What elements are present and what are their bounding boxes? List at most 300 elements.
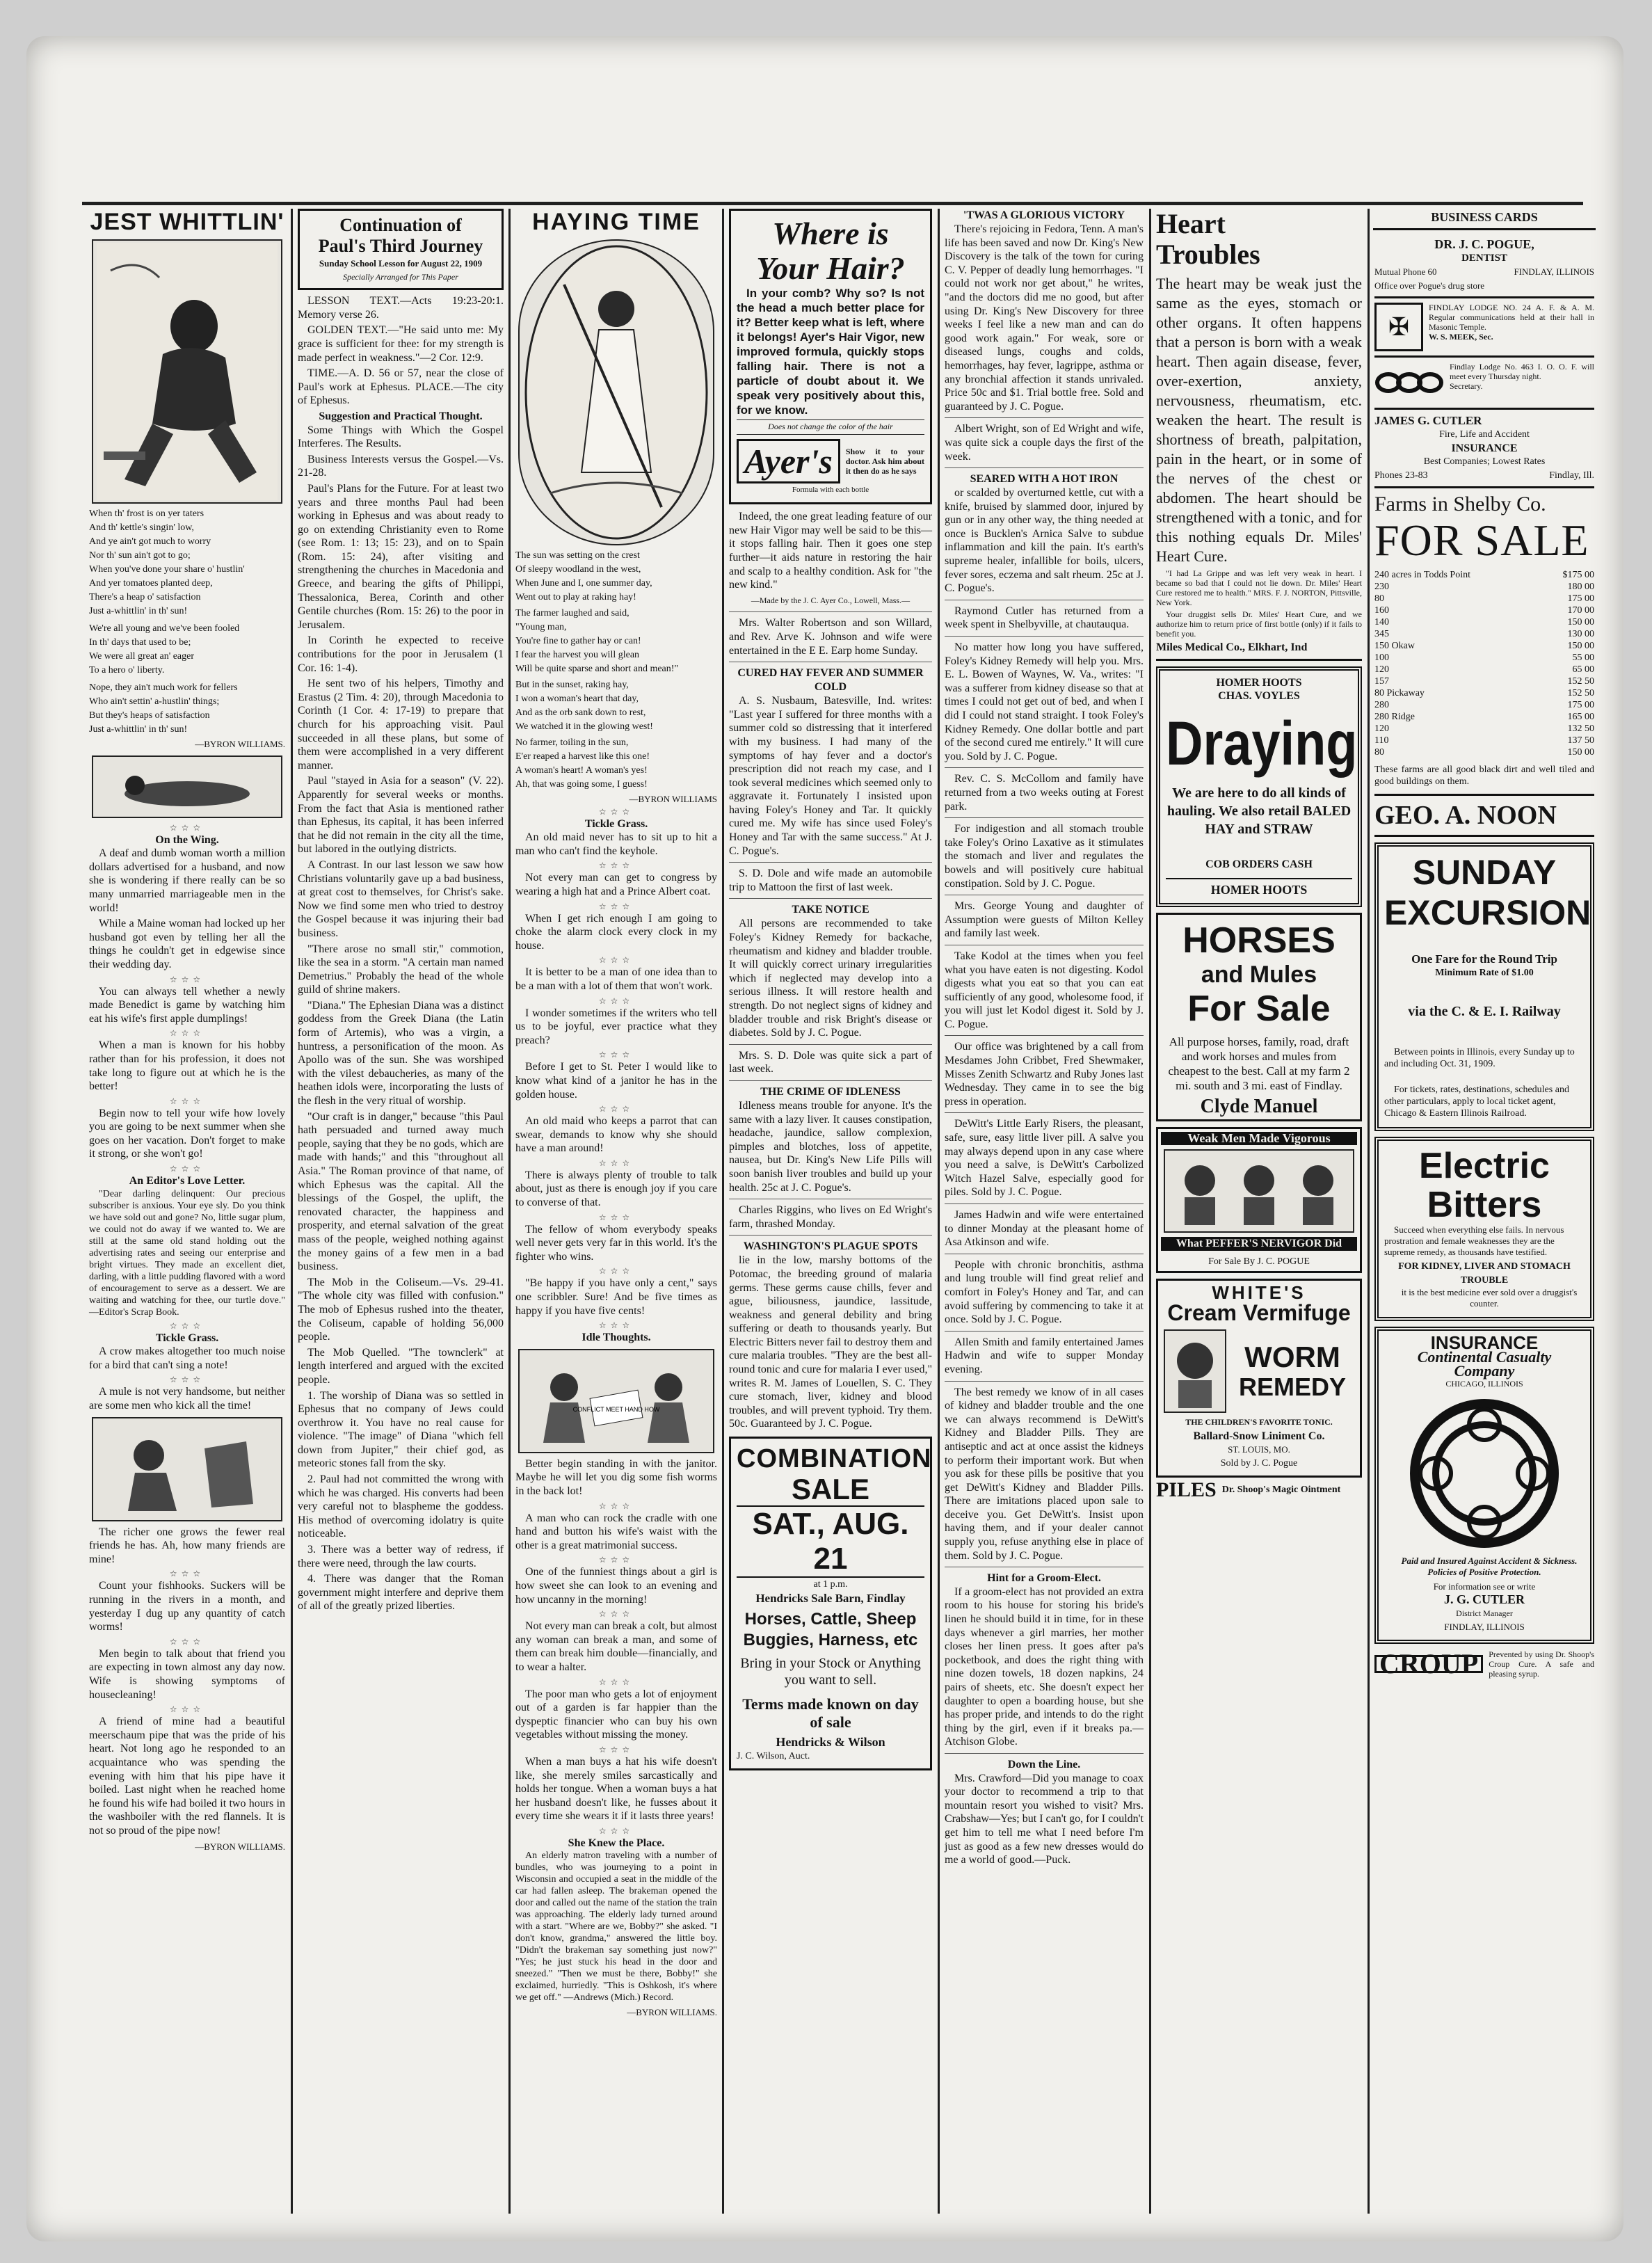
- insurance-line3: Best Companies; Lowest Rates: [1423, 456, 1546, 467]
- electric-title: Electric: [1419, 1146, 1550, 1187]
- piles-body: Dr. Shoop's Magic Ointment: [1221, 1485, 1341, 1496]
- farm-price: $175 00: [1562, 570, 1594, 581]
- poem-line: Of sleepy woodland in the west,: [515, 564, 641, 575]
- ayers-maker: —Made by the J. C. Ayer Co., Lowell, Mass.—: [751, 595, 911, 605]
- paragraph: Better begin standing in with the janitor. Maybe he will let you dig some fish worms in the back lot!: [515, 1457, 717, 1497]
- column-haying-time: [513, 209, 720, 2225]
- divider: [945, 417, 1144, 418]
- local-item: Allen Smith and family entertained James Hadwin and wife to supper Monday evening.: [945, 1336, 1144, 1375]
- farm-price: 150 00: [1567, 641, 1594, 652]
- poem-line: I won a woman's heart that day,: [515, 694, 639, 704]
- chas-voyles: CHAS. VOYLES: [1218, 690, 1300, 703]
- dentist-office: Office over Pogue's drug store: [1374, 280, 1485, 291]
- odd-fellows-secretary: Secretary.: [1450, 381, 1483, 392]
- paragraph: "Our craft is in danger," because "this Paul hath persuaded and turned away much people, saying that they be no gods, which are made with hands;" and this "throughout all Asia." The Roman province of that name, of which Ephesus was the capital. All the blessings of the Gospel, the uplift, the renovated character, the happiness and prosperity, and eternal salvation of the great mass of the people, weighed nothing against the money gains of a few men in a bad business.: [298, 1110, 504, 1273]
- farm-price: 65 00: [1572, 664, 1594, 675]
- insurance-town: FINDLAY, ILLINOIS: [1444, 1622, 1525, 1633]
- paragraph: You can always tell whether a newly made Benedict is game by watching him eat his wife's first apple dumplings!: [89, 985, 285, 1025]
- haying-time-title: HAYING TIME: [532, 209, 700, 235]
- jest-whittlin-title: JEST WHITTLIN': [90, 209, 284, 235]
- farm-row: [1374, 616, 1594, 628]
- paragraph: Some Things with Which the Gospel Interferes. The Results.: [298, 424, 504, 450]
- divider: [729, 862, 932, 863]
- poem-line: And as the orb sank down to rest,: [515, 707, 646, 718]
- column-sunday-school-lesson: [295, 209, 506, 2225]
- plague-spots-heading: WASHINGTON'S PLAGUE SPOTS: [743, 1240, 918, 1253]
- poem-signature: —BYRON WILLIAMS.: [195, 739, 285, 749]
- farm-row: [1374, 699, 1594, 711]
- insurance-contact: [1374, 469, 1594, 483]
- whites-title: WHITE'S: [1212, 1282, 1306, 1304]
- farm-acres: 120: [1374, 723, 1389, 735]
- paragraph: 3. There was a better way of redress, if there were need, through the law courts.: [298, 1544, 504, 1569]
- child-portrait: [1164, 1329, 1226, 1413]
- dentist-town: FINDLAY, ILLINOIS: [1514, 266, 1594, 278]
- poem-line: When June and I, one summer day,: [515, 578, 652, 589]
- take-notice-heading: TAKE NOTICE: [792, 904, 869, 916]
- column-jest-whittlin: [86, 209, 288, 2225]
- haying-poem: [515, 550, 717, 790]
- whittler-illustration: [92, 239, 282, 504]
- sale-bring: Bring in your Stock or Anything you want to sell.: [740, 1656, 921, 1688]
- paragraph: A. S. Nusbaum, Batesville, Ind. writes: "Last year I suffered for three months with a summer cold so distressing that it interfered with my business. I had many of the symptoms of hay fever and a doctor's prescription did not reach my case, and I took several medicines which seemed only to aggravate it. Fortunately I insisted upon having Foley's Honey and Tar. It quickly cured me. My wife has since used Foley's Honey and Tar with the same success." At J. C. Pogue's.: [729, 695, 932, 857]
- farms-title: Farms in Shelby Co.: [1374, 493, 1546, 516]
- glorious-victory-heading: 'TWAS A GLORIOUS VICTORY: [963, 209, 1125, 221]
- worm-city: ST. LOUIS, MO.: [1228, 1444, 1290, 1455]
- poem-signature: —BYRON WILLIAMS: [629, 794, 717, 804]
- paragraph: Begin now to tell your wife how lovely you are going to be next summer when she goes on her vacation. Don't forget to make it strong, or she won't go!: [89, 1107, 285, 1160]
- section-stars: ☆☆☆: [598, 1744, 634, 1754]
- divider: [945, 1035, 1144, 1036]
- farm-row: [1374, 652, 1594, 664]
- insurance-info: For information see or write: [1433, 1581, 1536, 1592]
- poem-line: Nope, they ain't much work for fellers: [89, 682, 238, 693]
- column-ads-center: [1153, 209, 1365, 2225]
- poem-line: There's a heap o' satisfaction: [89, 592, 201, 602]
- divider: [729, 1080, 932, 1081]
- paragraph: A Contrast. In our last lesson we saw how Christians voluntarily gave up a bad business, at great cost to themselves, for Christ's sake. Now we find some men who tried to destroy the Gospel because it was injuring their bad business.: [298, 858, 504, 939]
- farms-for-sale-ad: [1374, 488, 1594, 796]
- paragraph: An elderly matron traveling with a number of bundles, who was journeying to a point in Wisconsin and occupied a seat in the middle of the car had fallen asleep. The brakeman opened the door and called out the name of the station the train was approaching. The elderly lady turned around with a start. "Where are we, Bobby?" she asked. "I don't know, grandma," answered the little boy. "Didn't the brakeman say something just now?" "Yes; he just stuck his head in the door and sneezed." "Then we must be there, Bobby!" she exclaimed, hurriedly. "This is Oshkosh, it's where we get off." —Andrews (Mich.) Record.: [515, 1850, 717, 2004]
- local-item: Our office was brightened by a call from Mesdames John Cribbet, Fred Shewmaker, Misses Zenith Schwartz and Ruby Jones last Wednesday. They came in to see the big press in operation.: [945, 1041, 1144, 1107]
- reclining-figure-illustration: [92, 755, 282, 818]
- insurance-line2: INSURANCE: [1451, 442, 1518, 454]
- paragraph: Paul's Plans for the Future. For at least two years and three months Paul had been working in Ephesus and was about ready to go on extending Christianity even to Rome (see Rom. 1: 13; 15: 23), and on to Spain (Rom. 15: 24), after visiting and strengthening the churches in Macedonia and Greece, and bearing the gifts of Philippi, Thessalonica, Berea, Corinth and other Gentile churches (Rom. 15: 26) to the poor in Jerusalem.: [298, 482, 504, 631]
- combination-sale-ad: [729, 1437, 932, 1770]
- farm-acres: 160: [1374, 605, 1389, 616]
- remedy-title: REMEDY: [1238, 1372, 1347, 1401]
- paragraph: A man who can rock the cradle with one hand and button his wife's waist with the other is a great matrimonial success.: [515, 1512, 717, 1551]
- paragraph: 4. There was danger that the Roman government might interfere and deprive them of all of the greatly prized liberties.: [298, 1573, 504, 1613]
- local-item: Rev. C. S. McCollom and family have returned from a two weeks outing at Forest park.: [945, 773, 1144, 813]
- paragraph: I wonder sometimes if the writers who tell us to be joyful, ever practice what they preach?: [515, 1007, 717, 1046]
- farm-row: [1374, 628, 1594, 640]
- horses-body: All purpose horses, family, road, draft and work horses and mules from cheapest to the best. Call at my farm 2 mi. south and 3 mi. east of Findlay.: [1168, 1034, 1350, 1092]
- divider: [945, 636, 1144, 637]
- piles-title: PILES: [1156, 1478, 1217, 1502]
- insurance-phones: Phones 23-83: [1374, 470, 1428, 481]
- poem-line: The sun was setting on the crest: [515, 550, 640, 561]
- section-stars: ☆☆☆: [598, 1158, 634, 1168]
- local-item: Charles Riggins, who lives on Ed Wright's farm, thrashed Monday.: [729, 1204, 932, 1230]
- heart-testimonial: "I had La Grippe and was left very weak in heart. I became so bad that I could not lie down. Dr. Miles' Heart Cure restored me to health." MRS. F. J. NORTON, Pittsville, New York.: [1156, 568, 1362, 607]
- your-hair-heading: Your Hair?: [756, 250, 905, 286]
- business-cards-header-rule: [1373, 228, 1596, 230]
- local-item: Raymond Cutler has returned from a week spent in Shelbyville, at chautauqua.: [945, 605, 1144, 631]
- poem-line: When th' frost is on yer taters: [89, 509, 205, 519]
- dentist-contact: [1374, 265, 1594, 279]
- suggestion-heading: Suggestion and Practical Thought.: [319, 410, 483, 422]
- insurance-city: CHICAGO, ILLINOIS: [1445, 1379, 1523, 1389]
- divider: [945, 1112, 1144, 1113]
- heart-trouble-ad: [1156, 209, 1362, 661]
- farm-price: 152 50: [1567, 676, 1594, 687]
- local-item: Mrs. S. D. Dole was quite sick a part of last week.: [729, 1049, 932, 1075]
- cutler-name: JAMES G. CUTLER: [1374, 414, 1482, 428]
- excursion-dates: Between points in Illinois, every Sunday up to and including Oct. 31, 1909.: [1384, 1047, 1575, 1070]
- poem-line: And th' kettle's singin' low,: [89, 522, 194, 533]
- worm-maker: Ballard-Snow Liniment Co.: [1193, 1430, 1325, 1442]
- insurance-heading: INSURANCE: [1430, 1332, 1539, 1354]
- lesson-kicker-2: Specially Arranged for This Paper: [343, 271, 458, 282]
- section-stars: ☆☆☆: [598, 955, 634, 966]
- sale-title: SALE: [791, 1473, 869, 1506]
- groom-elect-heading: Hint for a Groom-Elect.: [987, 1572, 1101, 1585]
- insurance-agent: J. G. CUTLER: [1443, 1592, 1525, 1607]
- section-stars: ☆☆☆: [598, 1825, 634, 1836]
- dr-pogue: DR. J. C. POGUE,: [1434, 238, 1534, 251]
- section-stars: ☆☆☆: [169, 1320, 205, 1331]
- farm-row: [1374, 723, 1594, 735]
- masonic-lodge-card: [1374, 298, 1594, 358]
- divider: [729, 611, 932, 612]
- column-rule: [722, 209, 724, 2214]
- farm-acres: 280 Ridge: [1374, 712, 1415, 723]
- poem-line: I fear the harvest you will glean: [515, 650, 640, 660]
- cutler-insurance-card: [1374, 410, 1594, 488]
- farm-row: [1374, 664, 1594, 675]
- divider: [729, 1235, 932, 1236]
- farm-price: 150 00: [1567, 617, 1594, 628]
- clyde-manuel: Clyde Manuel: [1200, 1095, 1318, 1117]
- paragraph: Before I get to St. Peter I would like to know what kind of a janitor he has in the golden house.: [515, 1061, 717, 1101]
- column-ayers-and-news: [726, 209, 935, 2225]
- local-item: James Hadwin and wife were entertained to dinner Monday at the pleasant home of Asa Atkinson and wife.: [945, 1209, 1144, 1249]
- column-local-news: [942, 209, 1146, 2225]
- farm-price: 152 50: [1567, 688, 1594, 699]
- paragraph: "There arose no small stir," commotion, like the sea in a storm. "A certain man named Demetrius." Probably the head of the whole guild of shrine makers.: [298, 943, 504, 996]
- paragraph: While a Maine woman had locked up her husband got even by telling her all the things he couldn't get in edgewise since their wedding day.: [89, 918, 285, 970]
- cream-vermifuge-title: Cream Vermifuge: [1167, 1300, 1351, 1325]
- lesson-title-line1: Continuation of: [339, 215, 462, 235]
- idle-thoughts-cartoon: [518, 1349, 714, 1453]
- weak-men-title: Weak Men Made Vigorous: [1161, 1132, 1357, 1146]
- worm-title: WORM: [1244, 1340, 1340, 1373]
- odd-fellows-text: Findlay Lodge No. 463 I. O. O. F. will meet every Thursday night.: [1450, 362, 1594, 382]
- paragraph: Men begin to talk about that friend you are expecting in town almost any day now. Wife is showing symptoms of housecleaning!: [89, 1647, 285, 1701]
- poem-line: We watched it in the glowing west!: [515, 721, 653, 732]
- fare-line: One Fare for the Round Trip: [1411, 952, 1557, 966]
- lesson-kicker: Sunday School Lesson for August 22, 1909: [319, 258, 483, 269]
- farm-price: 175 00: [1567, 593, 1594, 605]
- paragraph: "Diana." The Ephesian Diana was a distinct goddess from the Greek Diana (the Latin form of Artemis), who was a virgin, a huntress, a personification of the moon. As Apollo was of the sun. She was worshiped with the vilest debaucheries, as many of the heathen idols were, incorporating the lusts of the flesh in the very ritual of worship.: [298, 999, 504, 1107]
- combination-title: COMBINATION: [737, 1444, 932, 1474]
- editors-love-letter-heading: An Editor's Love Letter.: [129, 1175, 246, 1188]
- heart-body: The heart may be weak just the same as the eyes, stomach or other organs. It often happens that a person is born with a weak heart. Then again disease, fever, over-exertion, anxiety, nervousness, rheumatism, etc. weaken the heart. The result is shortness of breath, palpitation, pain in the heart, or in some of the nerves of the chest or abdomen. The heart should be strengthened with a tonic, and for this nothing equals Dr. Miles' Heart Cure.: [1156, 275, 1362, 565]
- farm-acres: 80: [1374, 593, 1384, 605]
- section-stars: ☆☆☆: [169, 822, 205, 833]
- paragraph: Mrs. Crawford—Did you manage to coax your doctor to recommend a trip to that mountain resort you wished to visit? Mrs. Crabshaw—Yes; but I can't go, for I couldn't get him to tell me what I need before I'm just as good as a few new dresses would do me a world of good.—Puck.: [945, 1772, 1144, 1866]
- column-signature: —BYRON WILLIAMS.: [195, 1841, 285, 1852]
- section-stars: ☆☆☆: [169, 974, 205, 984]
- poem-line: Ah, that was going some, I guess!: [515, 779, 648, 790]
- paragraph: Idleness means trouble for anyone. It's the same with a lazy liver. It causes constipation, headache, jaundice, sallow complexion, pimples and blotches, loss of appetite, nausea, but Dr. King's New Life Pills will soon banish liver troubles and build up your health. 25c at J. C. Pogue's.: [729, 1099, 932, 1194]
- column-rule: [1149, 209, 1151, 2214]
- local-item: S. D. Dole and wife made an automobile trip to Mattoon the first of last week.: [729, 867, 932, 893]
- paragraph: The best remedy we know of in all cases of kidney and bladder trouble and the one we can always recommend is DeWitt's Kidney and Bladder Pills. They are antiseptic and act at once assist the kidneys to perform their important work. But when you ask for these pills be positive that you get DeWitt's Kidney and Bladder Pills. There are imitations placed upon sale to deceive you. Get DeWitt's. Insist upon having them, and if your dealer cannot supply you, refuse anything else in place of them. Sold by J. C. Pogue.: [945, 1386, 1144, 1562]
- tickle-grass-heading: Tickle Grass.: [155, 1332, 219, 1344]
- casualty-company: Company: [1454, 1361, 1515, 1380]
- poem-line: And ye ain't got much to worry: [89, 536, 211, 547]
- sale-time: at 1 p.m.: [813, 1579, 848, 1590]
- section-stars: ☆☆☆: [598, 861, 634, 871]
- ayers-side-text: Show it to your doctor. Ask him about it then do as he says: [845, 446, 924, 476]
- homer-hoots-top: HOMER HOOTS: [1216, 676, 1302, 689]
- paragraph: It is better to be a man of one idea than to be a man with a lot of them that won't work.: [515, 966, 717, 992]
- insurance-line1: Fire, Life and Accident: [1439, 429, 1530, 440]
- poem-line: And yer tomatoes planted deep,: [89, 578, 213, 589]
- top-rule: [82, 202, 1583, 205]
- paragraph: Not every man can get to congress by wearing a high hat and a Prince Albert coat.: [515, 872, 717, 897]
- excursion-title: EXCURSION: [1384, 893, 1591, 933]
- farm-row: [1374, 640, 1594, 652]
- section-stars: ☆☆☆: [598, 1050, 634, 1060]
- farm-acres: 100: [1374, 653, 1389, 664]
- before-after-portraits: [1164, 1149, 1354, 1233]
- paragraph: There is always plenty of trouble to talk about, just as there is enough joy if you care to converse of that.: [515, 1169, 717, 1209]
- sale-place: Hendricks Sale Barn, Findlay: [755, 1591, 906, 1605]
- section-stars: ☆☆☆: [598, 1266, 634, 1277]
- section-stars: ☆☆☆: [169, 1636, 205, 1647]
- poem-line: To a hero o' liberty.: [89, 665, 165, 675]
- column-rule: [508, 209, 511, 2214]
- poem-line: When you've done your share o' hustlin': [89, 564, 245, 575]
- poem-line: "Young man,: [515, 622, 567, 632]
- paragraph: An old maid never has to sit up to hit a man who can't find the keyhole.: [515, 831, 717, 857]
- poem-line: But they's heaps of satisfaction: [89, 710, 210, 721]
- continental-casualty-ad: [1374, 1327, 1594, 1644]
- cartoon-sign-text: CONFLICT MEET HAND HOW: [572, 1405, 660, 1413]
- crime-of-idleness-heading: THE CRIME OF IDLENESS: [760, 1085, 901, 1098]
- homer-hoots-bottom: HOMER HOOTS: [1166, 878, 1352, 897]
- sunday-title: SUNDAY: [1412, 853, 1557, 893]
- seated-man-illustration: [92, 1417, 282, 1521]
- poem-line: A woman's heart! A woman's yes!: [515, 765, 648, 776]
- poem-line: We were all great an' eager: [89, 651, 195, 662]
- divider: [945, 1753, 1144, 1754]
- farm-price: 130 00: [1567, 629, 1594, 640]
- paragraph: Paul "stayed in Asia for a season" (V. 22). Apparently for several weeks or months. From the fact that Asia is mentioned rather than Ephesus, its capital, it has been inferred that he did not remain in the city all the time, but labored in the outlying districts.: [298, 775, 504, 856]
- divider: [945, 1381, 1144, 1382]
- geo-noon: GEO. A. NOON: [1374, 796, 1594, 837]
- sale-date: SAT., AUG. 21: [737, 1505, 924, 1578]
- for-sale-title: For Sale: [1187, 988, 1331, 1029]
- farm-row: [1374, 735, 1594, 746]
- paragraph: A crow makes altogether too much noise for a bird that can't sing a note!: [89, 1345, 285, 1371]
- section-stars: ☆☆☆: [598, 1677, 634, 1687]
- ayers-body: Indeed, the one great leading feature of our new Hair Vigor may well be said to be this—it stops falling hair. Then it goes one step further—it aids nature in restoring the hair and scalp to a healthy condition. Ask for "the new kind.": [729, 511, 932, 591]
- paragraph: A mule is not very handsome, but neither are some men who kick all the time!: [89, 1386, 285, 1412]
- farm-price: 137 50: [1567, 735, 1594, 746]
- dentist-phone: Mutual Phone 60: [1374, 266, 1437, 278]
- minimum-rate: Minimum Rate of $1.00: [1435, 967, 1534, 978]
- section-stars: ☆☆☆: [598, 1555, 634, 1565]
- ayers-fine-print: Formula with each bottle: [792, 485, 869, 494]
- poem-line: No farmer, toiling in the sun,: [515, 737, 629, 748]
- paragraph: 1. The worship of Diana was so settled in Ephesus that no company of Jews could overthrow it. You have no real cause for violence. "The image" of Diana "which fell down from Jupiter," their chief god, as meteoric stones fall from the sky.: [298, 1389, 504, 1470]
- column-business-cards: [1372, 238, 1597, 2225]
- farm-row: [1374, 569, 1594, 581]
- for-sale-by-pogue: For Sale By J. C. POGUE: [1208, 1256, 1310, 1267]
- divider: [945, 1331, 1144, 1332]
- farm-price: 165 00: [1567, 712, 1594, 723]
- troubles-title: Troubles: [1156, 239, 1260, 270]
- time-place: TIME.—A. D. 56 or 57, near the close of Paul's work at Ephesus. PLACE.—The city of Ephesus.: [298, 367, 504, 407]
- farm-row: [1374, 605, 1594, 616]
- farm-acres: 230: [1374, 582, 1389, 593]
- section-stars: ☆☆☆: [598, 1320, 634, 1331]
- local-item: Mrs. Walter Robertson and son Willard, and Rev. Arve K. Johnson and wife were entertained in the E E. Earp home Sunday.: [729, 617, 932, 657]
- paragraph: All persons are recommended to take Foley's Kidney Remedy for backache, rheumatism and kidney and bladder trouble. It will quickly correct urinary irregularities which if neglected may develop into a serious illness. It will restore health and strength. Do not neglect signs of kidney and bladder trouble and risk Bright's disease or diabetes. Sold by J. C. Pogue.: [729, 918, 932, 1039]
- poem-line: Just a-whittlin' in th' sun!: [89, 724, 188, 735]
- paragraph: 2. Paul had not committed the wrong with which he was charged. His converts had been very careful not to blaspheme the goddess. His method of overcoming idolatry is quite noticeable.: [298, 1473, 504, 1540]
- on-the-wing-heading: On the Wing.: [155, 833, 219, 846]
- paragraph: One of the funniest things about a girl is how sweet she can look to an evening and how uncanny in the morning!: [515, 1566, 717, 1606]
- haying-woman-illustration: [518, 239, 714, 545]
- paragraph: When a man buys a hat his wife doesn't like, she merely smiles sarcastically and holds her tongue. When a woman buys a hat her husband doesn't like, he fusses about it every time she wears it if it lasts three years!: [515, 1755, 717, 1823]
- whittlin-poem: [89, 508, 285, 735]
- three-links-icon: [1374, 362, 1444, 403]
- paragraph: or scalded by overturned kettle, cut with a knife, bruised by slammed door, injured by gun or in any other way, the thing needed at once is Bucklen's Arnica Salve to subdue inflammation and kill the pain. It's earth's supreme healer, infallible for boils, ulcers, fever sores, eczema and salt rheum. 25c at J. C. Pogue's.: [945, 487, 1144, 595]
- farm-row: [1374, 581, 1594, 593]
- dentist-label: DENTIST: [1461, 252, 1507, 264]
- section-stars: ☆☆☆: [169, 1164, 205, 1174]
- local-item: Albert Wright, son of Ed Wright and wife, was quite sick a couple days the first of the week.: [945, 423, 1144, 463]
- paragraph: lie in the low, marshy bottoms of the Potomac, the breeding ground of malaria germs. These germs cause chills, fever and ague, biliousness, jaundice, lassitude, weakness and general debility and bring suffering or death to thousands yearly. But Electric Bitters never fail to destroy them and cure malaria troubles. "They are the best all-round tonic and cure for malaria I ever used," writes R. M. James of Louellen, S. C. They cure stomach, liver, kidney and blood troubles, and will prevent typhoid. Try them. 50c. Guaranteed by J. C. Pogue.: [729, 1254, 932, 1430]
- paragraph: DeWitt's Little Early Risers, the pleasant, safe, sure, easy little liver pill. A salve you may always depend upon in any case where you need a salve, is DeWitt's Carbolized Witch Hazel Salve, especially good for piles. Sold by J. C. Pogue.: [945, 1118, 1144, 1199]
- where-is-heading: Where is: [772, 216, 889, 251]
- paragraph: A deaf and dumb woman worth a million dollars advertised for a husband, and now she is wondering if there really can be so many unmarried marriageable men in the world!: [89, 847, 285, 914]
- paragraph: If a groom-elect has not provided an extra room to his house for storing his bride's linen he should build it in time, for in these days whenever a girl marries, her mother closes her linen press. It goes after pa's pocketbook, and does the right thing with nine dozen towels, 18 dozen napkins, 24 pairs of sheets, etc. She doesn't expect her daughter to open a boarding house, but she has proper pride, and intends to do the right thing by the girl, even if it breaks pa.—Atchison Globe.: [945, 1585, 1144, 1748]
- divider: [729, 1044, 932, 1045]
- farm-price: 132 50: [1567, 723, 1594, 735]
- business-cards-header: BUSINESS CARDS: [1431, 210, 1538, 224]
- farm-acres: 150 Okaw: [1374, 641, 1415, 652]
- poem-line: Will be quite sparse and short and mean!": [515, 664, 679, 674]
- piles-ad: [1156, 1478, 1362, 1502]
- paragraph: When I get rich enough I am going to choke the alarm clock every clock in my house.: [515, 912, 717, 952]
- paragraph: When a man is known for his hobby rather than for his profession, it does not take long to figure out at which he is the better!: [89, 1039, 285, 1093]
- insurance-town: Findlay, Ill.: [1549, 470, 1594, 481]
- paragraph: "Dear darling delinquent: Our precious subscriber is anxious. Your eye sly. Do you think we have sold out and gone? No, little sugar plum, we could not do away if we wanted to. We are still at the same old stand holding out the advertising rates and seeing our enterprise and bright virtues. They made an excellent diet, darling, with a little pudding flavored with a word of encouragement to serve as a dessert. We are waiting and watching for thee, our turtle dove." —Editor's Scrap Book.: [89, 1188, 285, 1318]
- farm-row: [1374, 593, 1594, 605]
- section-stars: ☆☆☆: [598, 1104, 634, 1114]
- farm-price: 175 00: [1567, 700, 1594, 711]
- insurance-seal-icon: [1408, 1397, 1561, 1550]
- sale-terms: Terms made known on day of sale: [742, 1695, 919, 1732]
- dentist-card: [1374, 238, 1594, 298]
- farm-acres: 120: [1374, 664, 1389, 675]
- farm-acres: 240 acres in Todds Point: [1374, 570, 1470, 581]
- horses-mules-ad: [1156, 913, 1362, 1121]
- column-rule: [938, 209, 940, 2214]
- worm-sold: Sold by J. C. Pogue: [1220, 1457, 1298, 1469]
- section-stars: ☆☆☆: [169, 1375, 205, 1385]
- railway: via the C. & E. I. Railway: [1408, 1003, 1561, 1019]
- farm-acres: 157: [1374, 676, 1389, 687]
- sale-auctioneer: J. C. Wilson, Auct.: [737, 1750, 810, 1761]
- hay-fever-heading: CURED HAY FEVER AND SUMMER COLD: [737, 667, 924, 694]
- section-stars: ☆☆☆: [169, 1704, 205, 1715]
- cob-orders: COB ORDERS CASH: [1205, 858, 1313, 870]
- paragraph: For indigestion and all stomach trouble take Foley's Orino Laxative as it stimulates the stomach and liver and regulates the bowels and will positively cure habitual constipation. Sold by J. C. Pogue.: [945, 823, 1144, 890]
- she-knew-the-place-heading: She Knew the Place.: [568, 1837, 665, 1849]
- worm-subtitle: THE CHILDREN'S FAVORITE TONIC.: [1185, 1416, 1333, 1427]
- masonic-secretary: W. S. MEEK, Sec.: [1429, 332, 1493, 342]
- farm-price: 150 00: [1567, 747, 1594, 758]
- farm-acres: 80 Pickaway: [1374, 688, 1425, 699]
- farm-acres: 345: [1374, 629, 1389, 640]
- section-stars: ☆☆☆: [598, 901, 634, 911]
- ayers-logo: Ayer's: [737, 439, 840, 483]
- farm-acres: 110: [1374, 735, 1389, 746]
- hair-ad-body: In your comb? Why so? Is not the head a much better place for it? Better keep what is left, where it belongs! Ayer's Hair Vigor, new improved formula, quickly stops falling hair. There is not a particle of doubt about it. We speak very positively about this, for we know.: [737, 287, 924, 417]
- sale-hosts: Hendricks & Wilson: [776, 1735, 885, 1750]
- sunday-excursion-ad: [1374, 842, 1594, 1131]
- poem-line: In th' days that used to be;: [89, 637, 191, 648]
- insurance-body: Paid and Insured Against Accident & Sickness. Policies of Positive Protection.: [1401, 1555, 1578, 1577]
- farm-price: 170 00: [1567, 605, 1594, 616]
- peffers-nervigor: What PEFFER'S NERVIGOR Did: [1161, 1237, 1357, 1251]
- poem-line: Just a-whittlin' in th' sun!: [89, 606, 188, 616]
- peffers-nervigor-ad: [1156, 1127, 1362, 1274]
- poem-line: You're fine to gather hay or can!: [515, 636, 641, 646]
- divider: [945, 467, 1144, 468]
- heart-title: Heart: [1156, 209, 1226, 239]
- bitters-body: Succeed when everything else fails. In nervous prostration and female weaknesses they are the supreme remedy, as thousands have testified.: [1384, 1224, 1564, 1258]
- farm-listing-table: [1374, 569, 1594, 758]
- paragraph: The Mob Quelled. "The townclerk" at length interfered and argued with the excited people.: [298, 1346, 504, 1386]
- poem-line: The farmer laughed and said,: [515, 608, 629, 618]
- section-stars: ☆☆☆: [169, 1569, 205, 1579]
- section-stars: ☆☆☆: [169, 1028, 205, 1039]
- draying-title: Draying: [1166, 708, 1358, 778]
- paragraph: The Mob in the Coliseum.—Vs. 29-41. "The whole city was filled with confusion." The mob of Ephesus rushed into the theater, the Coliseum, capable of holding 56,000 people.: [298, 1276, 504, 1343]
- hot-iron-heading: SEARED WITH A HOT IRON: [970, 473, 1118, 486]
- paragraph: The richer one grows the fewer real friends he has. Ah, how many friends are mine!: [89, 1526, 285, 1565]
- draying-ad: [1156, 666, 1362, 907]
- croup-ad: [1374, 1649, 1594, 1679]
- bitters-line: FOR KIDNEY, LIVER AND STOMACH TROUBLE: [1398, 1261, 1571, 1286]
- poem-line: We're all young and we've been fooled: [89, 623, 240, 634]
- ayers-logo-row: [737, 439, 924, 483]
- and-mules-title: and Mules: [1201, 961, 1317, 988]
- continental-casualty: Continental Casualty: [1417, 1348, 1552, 1366]
- paragraph: An old maid who keeps a parrot that can swear, demands to know why she should have a man around!: [515, 1115, 717, 1155]
- farm-price: 180 00: [1567, 582, 1594, 593]
- ayers-hair-vigor-ad: [729, 209, 932, 504]
- column-rule: [1368, 209, 1370, 2214]
